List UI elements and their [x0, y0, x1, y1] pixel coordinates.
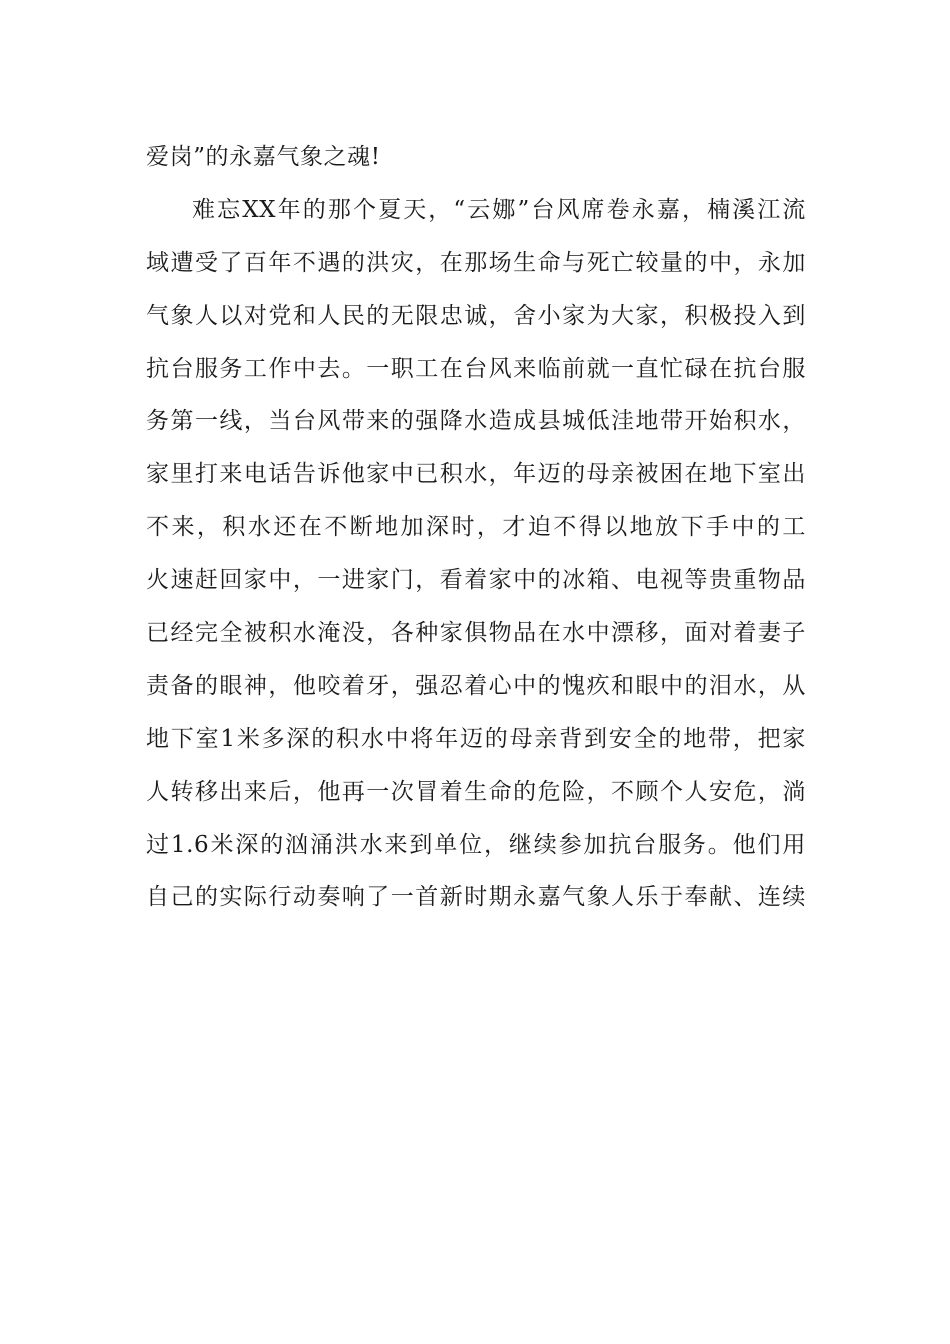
text-line: 人转移出来后，他再一次冒着生命的危险，不顾个人安危，淌 [146, 778, 806, 805]
text-line: 域遭受了百年不遇的洪灾，在那场生命与死亡较量的中，永加 [146, 249, 806, 276]
text-line: 务第一线，当台风带来的强降水造成县城低洼地带开始积水， [146, 408, 806, 435]
text-line: 爱岗”的永嘉气象之魂! [146, 144, 381, 170]
paragraph-first-line: 难忘XX年的那个夏天，“云娜”台风席卷永嘉，楠溪江流 [192, 196, 806, 223]
text-line: 气象人以对党和人民的无限忠诚，舍小家为大家，积极投入到 [146, 302, 806, 329]
text-line: 已经完全被积水淹没，各种家俱物品在水中漂移，面对着妻子 [146, 620, 806, 647]
text-line: 不来，积水还在不断地加深时，才迫不得以地放下手中的工 [146, 514, 806, 541]
text-line: 地下室1米多深的积水中将年迈的母亲背到安全的地带，把家 [146, 725, 806, 752]
text-line: 火速赶回家中，一进家门，看着家中的冰箱、电视等贵重物品 [146, 567, 806, 594]
text-line: 过1.6米深的汹涌洪水来到单位，继续参加抗台服务。他们用 [146, 831, 806, 858]
text-line: 责备的眼神，他咬着牙，强忍着心中的愧疚和眼中的泪水，从 [146, 672, 806, 699]
text-line: 自己的实际行动奏响了一首新时期永嘉气象人乐于奉献、连续 [146, 884, 806, 911]
text-line: 抗台服务工作中去。一职工在台风来临前就一直忙碌在抗台服 [146, 355, 806, 382]
body-text [146, 131, 806, 924]
text-line: 家里打来电话告诉他家中已积水，年迈的母亲被困在地下室出 [146, 461, 806, 488]
